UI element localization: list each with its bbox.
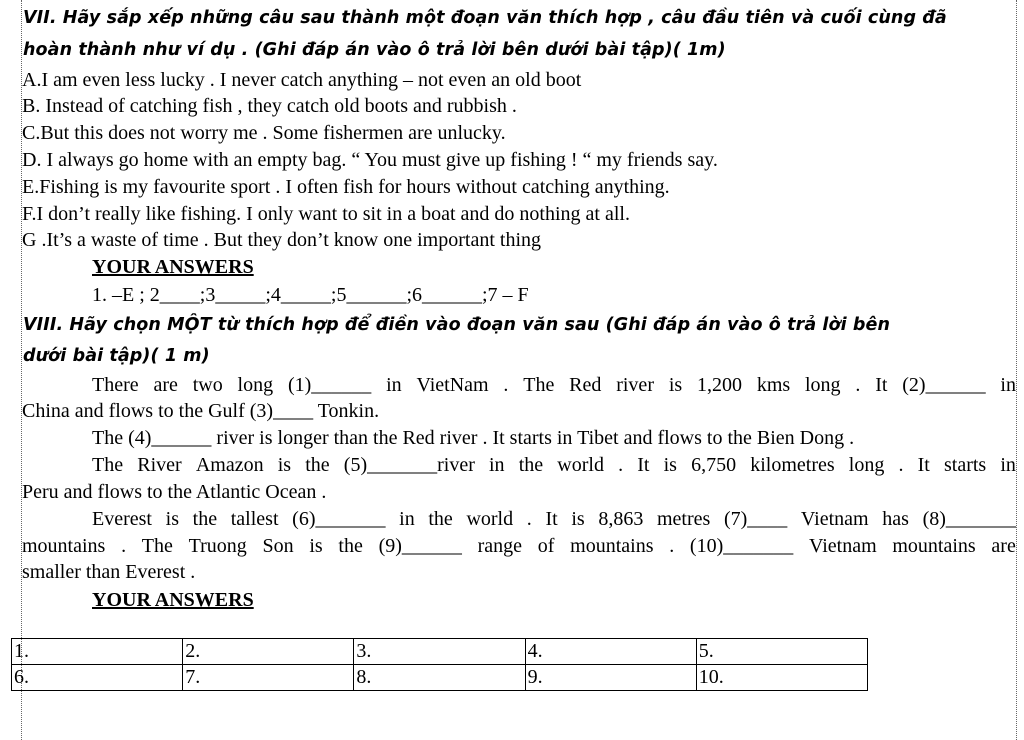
answer-cell-6[interactable]: 6. (12, 665, 183, 691)
answer-cell-4[interactable]: 4. (525, 639, 696, 665)
sentence-f: F.I don’t really like fishing. I only want to sit in a boat and do nothing at all. (22, 203, 630, 225)
paragraph-line-6: Everest is the tallest (6)_______ in the world . It is 8,863 metres (7)____ Vietnam has (8)_______ (92, 508, 1016, 530)
paragraph-line-1: There are two long (1)______ in VietNam . The Red river is 1,200 kms long . It (2)______ in (92, 374, 1016, 396)
sentence-b: B. Instead of catching fish , they catch old boots and rubbish . (22, 95, 517, 117)
section7-heading-line2: hoàn thành như ví dụ . (Ghi đáp án vào ô trả lời bên dưới bài tập)( 1m) (23, 40, 726, 60)
answer-row-2 (12, 665, 868, 691)
sentence-d: D. I always go home with an empty bag. “ You must give up fishing ! “ my friends say. (22, 149, 718, 171)
section8-heading-line2: dưới bài tập)( 1 m) (23, 346, 210, 366)
section8-heading-line1: VIII. Hãy chọn MỘT từ thích hợp để điền vào đoạn văn sau (Ghi đáp án vào ô trả lời bên (23, 315, 891, 335)
answer-cell-10[interactable]: 10. (696, 665, 867, 691)
sentence-c: C.But this does not worry me . Some fishermen are unlucky. (22, 122, 506, 144)
answer-table (11, 638, 868, 691)
answer-cell-7[interactable]: 7. (183, 665, 354, 691)
paragraph-line-8: smaller than Everest . (22, 561, 196, 583)
answer-cell-8[interactable]: 8. (354, 665, 525, 691)
paragraph-line-4: The River Amazon is the (5)_______river in the world . It is 6,750 kilometres long . It starts in (92, 454, 1016, 476)
answer-cell-2[interactable]: 2. (183, 639, 354, 665)
sentence-g: G .It’s a waste of time . But they don’t know one important thing (22, 229, 542, 251)
answer-row-1 (12, 639, 868, 665)
paragraph-line-5: Peru and flows to the Atlantic Ocean . (22, 481, 327, 503)
section8-answers-title: YOUR ANSWERS (92, 589, 254, 611)
answer-cell-1[interactable]: 1. (12, 639, 183, 665)
paragraph-line-7: mountains . The Truong Son is the (9)______ range of mountains . (10)_______ Vietnam mountains are (22, 535, 1016, 557)
paragraph-line-3: The (4)______ river is longer than the Red river . It starts in Tibet and flows to the Bien Dong . (92, 427, 855, 449)
section7-answers-title: YOUR ANSWERS (92, 256, 254, 278)
section7-heading-line1: VII. Hãy sắp xếp những câu sau thành một đoạn văn thích hợp , câu đầu tiên và cuối cùng đã (23, 8, 947, 28)
answer-cell-9[interactable]: 9. (525, 665, 696, 691)
section7-answers-line: 1. –E ; 2____;3_____;4_____;5______;6______;7 – F (92, 284, 529, 306)
paragraph-line-2: China and flows to the Gulf (3)____ Tonkin. (22, 400, 380, 422)
right-margin-guide (1016, 0, 1017, 740)
answer-cell-5[interactable]: 5. (696, 639, 867, 665)
sentence-a: A.I am even less lucky . I never catch anything – not even an old boot (22, 69, 582, 91)
sentence-e: E.Fishing is my favourite sport . I often fish for hours without catching anything. (22, 176, 670, 198)
answer-cell-3[interactable]: 3. (354, 639, 525, 665)
